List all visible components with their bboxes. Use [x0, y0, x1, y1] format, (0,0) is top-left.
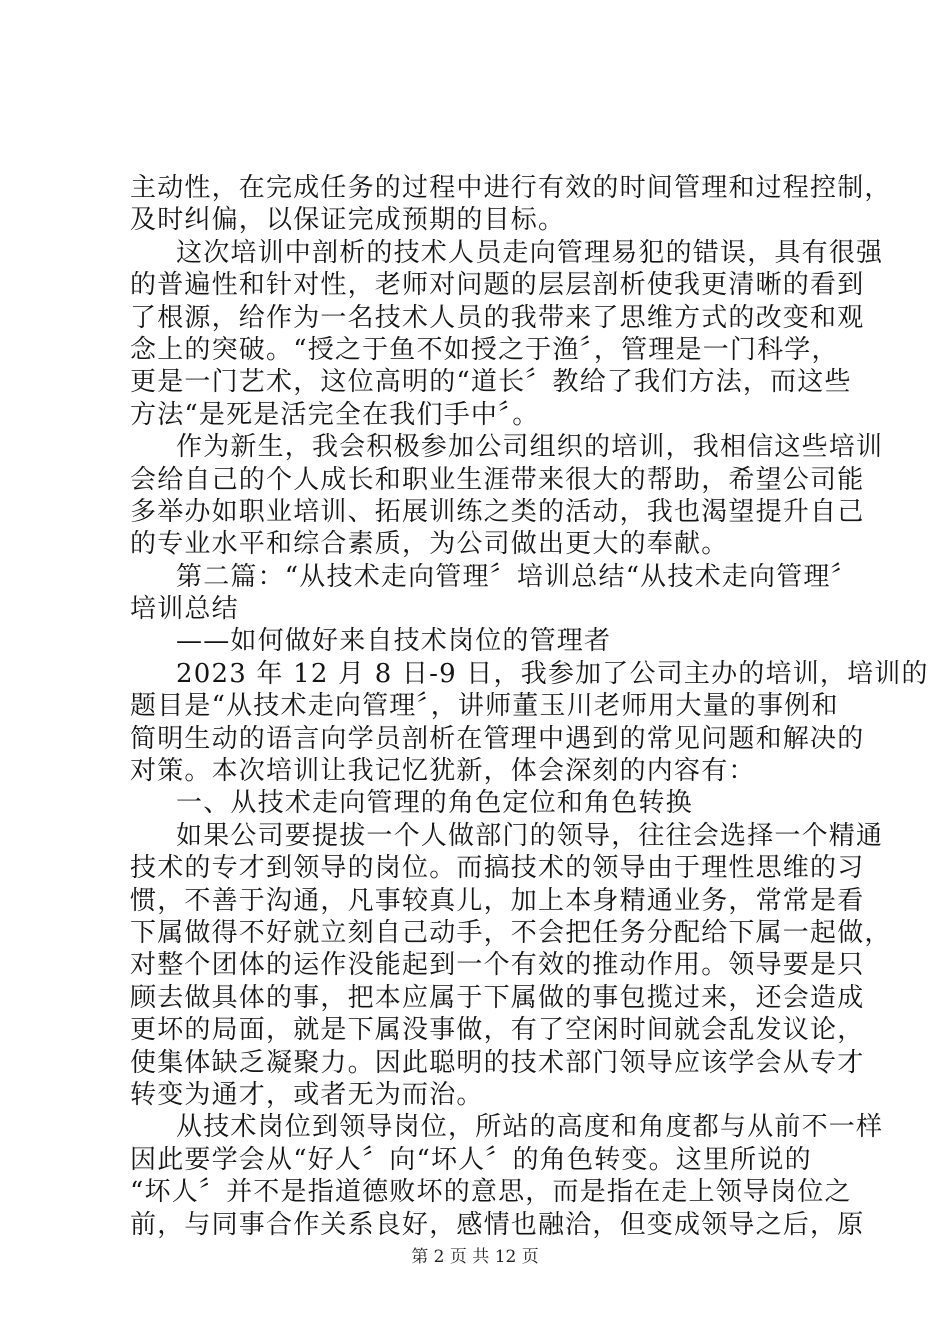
text-line: 对策。本次培训让我记忆犹新，体会深刻的内容有：	[130, 756, 756, 787]
text-line: 主动性，在完成任务的过程中进行有效的时间管理和过程控制，	[130, 173, 892, 203]
text-line: “坏人〞并不是指道德败坏的意思，而是指在走上领导岗位之	[130, 1177, 852, 1208]
text-line: 简明生动的语言向学员剖析在管理中遇到的常见问题和解决的	[130, 723, 865, 754]
text-line: 顾去做具体的事，把本应属于下属做的事包揽过来，还会造成	[130, 982, 865, 1013]
text-line: 对整个团体的运作没能起到一个有效的推动作用。领导要是只	[130, 950, 865, 981]
text-line: 转变为通才，或者无为而治。	[130, 1079, 484, 1110]
text-line: 下属做得不好就立刻自己动手，不会把任务分配给下属一起做，	[130, 917, 892, 948]
page-number-footer: 第 2 页 共 12 页	[411, 1247, 539, 1267]
text-line: 题目是“从技术走向管理〞，讲师董玉川老师用大量的事例和	[130, 691, 839, 722]
text-line: 了根源，给作为一名技术人员的我带来了思维方式的改变和观	[130, 302, 865, 333]
paragraph-start-line: 2023 年 12 月 8 日-9 日，我参加了公司主办的培训，培训的	[176, 658, 929, 689]
text-line: 及时纠偏，以保证完成预期的目标。	[130, 205, 566, 236]
text-line: 技术的专才到领导的岗位。而搞技术的领导由于理性思维的习	[130, 853, 865, 884]
paragraph-start-line: 如果公司要提拔一个人做部门的领导，往往会选择一个精通	[176, 820, 884, 851]
subtitle-line: ——如何做好来自技术岗位的管理者	[176, 626, 612, 657]
text-line: 多举办如职业培训、拓展训练之类的活动，我也渴望提升自己	[130, 496, 865, 527]
text-line: 惯，不善于沟通，凡事较真儿，加上本身精通业务，常常是看	[130, 885, 865, 916]
paragraph-start-line: 这次培训中剖析的技术人员走向管理易犯的错误，具有很强	[176, 237, 884, 268]
text-line: 会给自己的个人成长和职业生涯带来很大的帮助，希望公司能	[130, 464, 865, 495]
text-line: 前，与同事合作关系良好，感情也融洽，但变成领导之后，原	[130, 1209, 865, 1240]
text-line: 更是一门艺术，这位高明的“道长〞教给了我们方法，而这些	[130, 367, 852, 398]
document-body	[130, 172, 929, 1241]
section-heading-line: 培训总结	[130, 594, 239, 625]
section-heading-line: 第二篇：“从技术走向管理〞培训总结“从技术走向管理〞	[176, 561, 858, 592]
text-line: 方法“是死是活完全在我们手中〞。	[130, 399, 540, 430]
text-line: 因此要学会从“好人〞向“坏人〞的角色转变。这里所说的	[130, 1144, 812, 1175]
paragraph-start-line: 从技术岗位到领导岗位，所站的高度和角度都与从前不一样	[176, 1112, 884, 1143]
paragraph-start-line: 作为新生，我会积极参加公司组织的培训，我相信这些培训	[176, 432, 884, 463]
text-line: 的普遍性和针对性，老师对问题的层层剖析使我更清晰的看到	[130, 270, 865, 301]
text-line: 使集体缺乏凝聚力。因此聪明的技术部门领导应该学会从专才	[130, 1047, 865, 1078]
text-line: 念上的突破。“授之于鱼不如授之于渔〞，管理是一门科学，	[130, 334, 839, 365]
text-line: 更坏的局面，就是下属没事做，有了空闲时间就会乱发议论，	[130, 1015, 865, 1046]
text-line: 的专业水平和综合素质，为公司做出更大的奉献。	[130, 529, 729, 560]
subheading-line: 一、从技术走向管理的角色定位和角色转换	[176, 788, 693, 819]
